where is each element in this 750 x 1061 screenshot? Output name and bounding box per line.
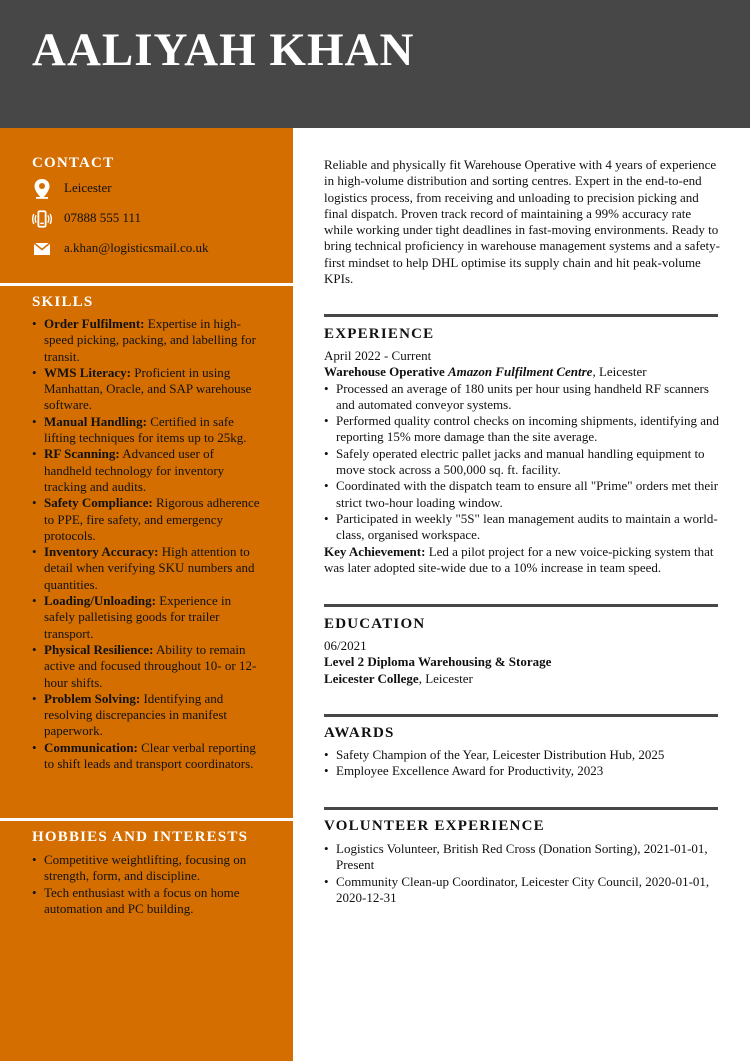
skill-title: Order Fulfilment: bbox=[44, 316, 145, 331]
education-institution-line bbox=[324, 671, 720, 687]
phone-icon bbox=[32, 209, 52, 229]
company-name: Amazon Fulfilment Centre bbox=[447, 364, 593, 380]
experience-entry bbox=[324, 348, 720, 576]
contact-email-text[interactable]: a.khan@logisticsmail.co.uk bbox=[64, 240, 209, 255]
candidate-name: AALIYAH KHAN bbox=[32, 24, 415, 76]
job-location: , Leicester bbox=[592, 364, 647, 380]
education-entry bbox=[324, 638, 720, 687]
skill-text: Clear verbal reporting to shift leads and transport coordinators. bbox=[44, 739, 256, 772]
location-pin-icon bbox=[32, 179, 52, 199]
hobby-item: • Tech enthusiast with a focus on home automation and PC building. bbox=[32, 885, 264, 918]
section-divider bbox=[324, 314, 718, 317]
volunteer-item: • Community Clean-up Coordinator, Leicester City Council, 2020-01-01, 2020-12-31 bbox=[324, 874, 720, 907]
skill-title: Communication: bbox=[44, 739, 138, 755]
experience-bullet: • Performed quality control checks on incoming shipments, identifying and reporting 15% more damage than the site average. bbox=[324, 413, 720, 446]
experience-bullet: • Processed an average of 180 units per hour using handheld RF scanners and automated conveyor systems. bbox=[324, 381, 720, 414]
skill-item bbox=[32, 691, 264, 740]
hobbies-list bbox=[32, 852, 264, 917]
education-qualification: Level 2 Diploma Warehousing & Storage bbox=[324, 654, 552, 670]
experience-bullet: • Coordinated with the dispatch team to ensure all "Prime" orders met their strict two-hour loading window. bbox=[324, 478, 720, 511]
institution-location: , Leicester bbox=[418, 670, 473, 686]
skill-text: Experience in safely palletising goods for trailer transport. bbox=[44, 593, 232, 641]
volunteer-heading: VOLUNTEER EXPERIENCE bbox=[324, 818, 545, 834]
contact-phone-text: 07888 555 111 bbox=[64, 210, 142, 225]
experience-heading: EXPERIENCE bbox=[324, 326, 435, 342]
key-achievement bbox=[324, 544, 720, 577]
contact-phone bbox=[32, 208, 142, 230]
skill-title: Manual Handling: bbox=[44, 413, 147, 429]
skill-text: Rigorous adherence to PPE, fire safety, and emergency protocols. bbox=[44, 495, 260, 543]
skill-item bbox=[32, 446, 264, 495]
hobby-item: • Competitive weightlifting, focusing on strength, form, and discipline. bbox=[32, 852, 264, 885]
key-achievement-text: Led a pilot project for a new voice-picking system that was later adopted site-wide due to a 10% increase in team speed. bbox=[324, 543, 714, 575]
award-item: • Employee Excellence Award for Productivity, 2023 bbox=[324, 763, 720, 779]
experience-dates: April 2022 - Current bbox=[324, 348, 432, 363]
skill-item bbox=[32, 316, 264, 365]
profile-summary: Reliable and physically fit Warehouse Operative with 4 years of experience in high-volume distribution and sorting centres. Expert in the end-to-end logistics process, from receiving and unloading to precision picking and final dispatch. Proven track record of maintaining a 99% accuracy rate while working under tight deadlines in fast-moving environments. Ready to bring technical proficiency in warehouse management systems and a safety-first mindset to help DHL optimise its supply chain and hit peak-volume KPIs. bbox=[324, 157, 720, 287]
skill-text: Ability to remain active and focused throughout 10- or 12-hour shifts. bbox=[44, 641, 257, 690]
key-achievement-label: Key Achievement: bbox=[324, 543, 426, 559]
header-banner bbox=[0, 0, 750, 128]
sidebar-divider bbox=[0, 283, 293, 286]
skill-item bbox=[32, 740, 264, 773]
contact-location-text: Leicester bbox=[64, 180, 112, 195]
skill-text: Identifying and resolving discrepancies in manifest paperwork. bbox=[44, 690, 228, 739]
skill-item bbox=[32, 544, 264, 593]
volunteer-list bbox=[324, 841, 720, 906]
skill-text: High attention to detail when verifying SKU numbers and quantities. bbox=[44, 544, 255, 592]
skills-heading: SKILLS bbox=[32, 294, 94, 310]
award-item: • Safety Champion of the Year, Leicester Distribution Hub, 2025 bbox=[324, 747, 720, 763]
skill-title: Problem Solving: bbox=[44, 690, 141, 706]
section-divider bbox=[324, 807, 718, 810]
experience-bullet: • Safely operated electric pallet jacks and manual handling equipment to move stock across a 500,000 sq. ft. facility. bbox=[324, 446, 720, 479]
skill-title: Physical Resilience: bbox=[44, 641, 154, 657]
skills-list bbox=[32, 316, 264, 772]
education-date: 06/2021 bbox=[324, 638, 367, 653]
education-heading: EDUCATION bbox=[324, 616, 426, 632]
skill-text: Advanced user of handheld technology for inventory tracking and audits. bbox=[44, 446, 225, 494]
skill-item bbox=[32, 414, 264, 447]
skill-item bbox=[32, 593, 264, 642]
sidebar-divider bbox=[0, 818, 293, 821]
skill-title: Loading/Unloading: bbox=[44, 593, 156, 609]
institution-name: Leicester College bbox=[324, 670, 419, 686]
contact-heading: CONTACT bbox=[32, 155, 115, 171]
awards-list bbox=[324, 747, 720, 780]
skill-title: Inventory Accuracy: bbox=[44, 544, 159, 560]
experience-title-line bbox=[324, 364, 720, 380]
contact-email bbox=[32, 238, 209, 260]
contact-location bbox=[32, 178, 112, 200]
skill-item bbox=[32, 495, 264, 544]
experience-bullet: • Participated in weekly "5S" lean management audits to maintain a world-class, organised workspace. bbox=[324, 511, 720, 544]
hobbies-heading: HOBBIES AND INTERESTS bbox=[32, 829, 249, 845]
skill-item bbox=[32, 365, 264, 414]
skill-title: WMS Literacy: bbox=[44, 364, 132, 380]
section-divider bbox=[324, 604, 718, 607]
skill-text: Expertise in high-speed picking, packing, and labelling for transit. bbox=[44, 316, 256, 364]
skill-text: Proficient in using Manhattan, Oracle, and SAP warehouse software. bbox=[44, 364, 252, 413]
awards-heading: AWARDS bbox=[324, 725, 395, 741]
experience-bullets bbox=[324, 381, 720, 544]
envelope-icon bbox=[32, 239, 52, 259]
skill-text: Certified in safe lifting techniques for items up to 25kg. bbox=[44, 413, 247, 446]
skill-item bbox=[32, 642, 264, 691]
skill-title: RF Scanning: bbox=[44, 446, 120, 462]
job-role: Warehouse Operative bbox=[324, 364, 445, 380]
skill-title: Safety Compliance: bbox=[44, 495, 153, 511]
volunteer-item: • Logistics Volunteer, British Red Cross (Donation Sorting), 2021-01-01, Present bbox=[324, 841, 720, 874]
section-divider bbox=[324, 714, 718, 717]
